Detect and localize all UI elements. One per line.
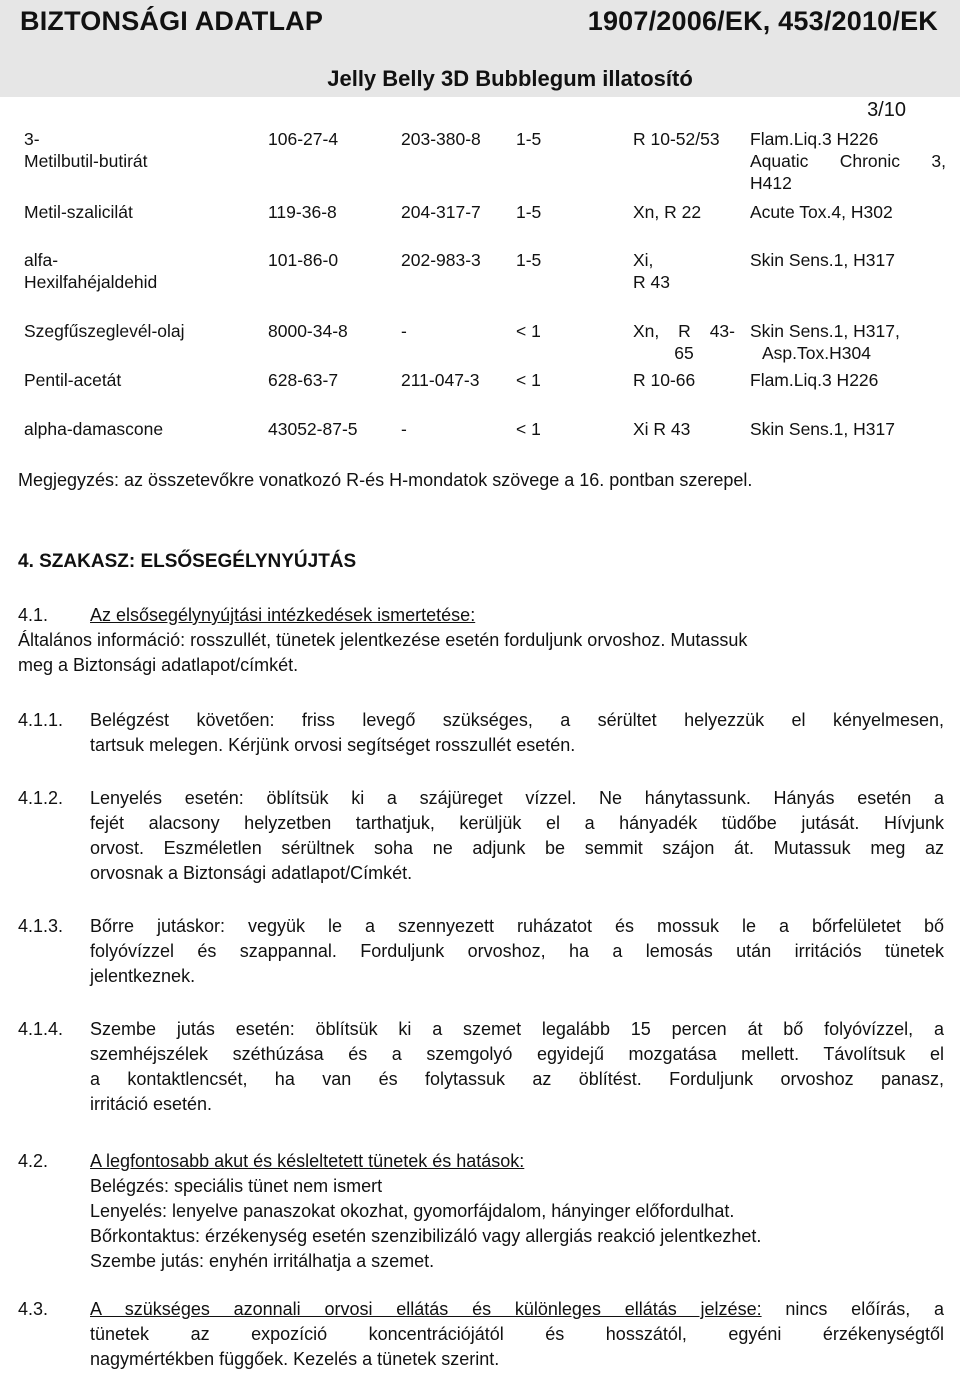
- general-info: Általános információ: rosszullét, tünetek jelentkezése esetén forduljunk orvoshoz. Mutassuk meg a Biztonsági adatlapot/címkét.: [18, 630, 748, 675]
- document-header: [0, 0, 960, 97]
- concentration: 1-5: [516, 202, 542, 222]
- first-aid-inhalation: Belégzést követően: friss levegő szükséges, a sérültet helyezzük el kényelmesen, tartsuk melegen. Kérjünk orvosi segítséget rosszullét esetén.: [90, 710, 944, 755]
- cas-number: 119-36-8: [268, 202, 337, 222]
- first-aid-ingestion: Lenyelés esetén: öblítsük ki a szájüreget vízzel. Ne hánytassunk. Hányás esetén a fejét alacsony helyzetben tarthatjuk, kerüljük el a hányadék tüdőbe jutását. Hívjunk orvost. Eszméletlen sérültnek soha ne adjunk be semmit szájon át. Mutassuk meg az orvosnak a Biztonsági adatlapot/Címkét.: [90, 788, 944, 883]
- regulation-reference: 1907/2006/EK, 453/2010/EK: [587, 6, 938, 36]
- r-phrase: R 10-66: [633, 370, 696, 390]
- cas-number: 43052-87-5: [268, 419, 358, 439]
- r-phrase: Xi, R 43: [633, 250, 670, 292]
- item-number: 4.1.2.: [18, 788, 64, 808]
- item-number: 4.1.3.: [18, 916, 64, 936]
- first-aid-eye: Szembe jutás esetén: öblítsük ki a szemet legalább 15 percen át bő folyóvízzel, a szemhéjszélek széthúzása és a szemgolyó egyidejű mozgatása mellett. Távolítsuk el a kontaktlencsét, ha van és folytassuk az öblítést. Forduljunk orvoshoz panasz, irritáció esetén.: [90, 1019, 944, 1114]
- clp-classification: Skin Sens.1, H317: [750, 419, 895, 439]
- ec-number: 203-380-8: [401, 129, 481, 149]
- item-number: 4.1.4.: [18, 1019, 64, 1039]
- cas-number: 101-86-0: [268, 250, 339, 270]
- document-title: BIZTONSÁGI ADATLAP: [20, 6, 324, 36]
- table-note: Megjegyzés: az összetevőkre vonatkozó R-és H-mondatok szövege a 16. pontban szerepel.: [18, 470, 753, 490]
- ec-number: 211-047-3: [401, 370, 480, 390]
- r-phrase: Xn, R 22: [633, 202, 702, 222]
- section-title: 4. SZAKASZ: ELSŐSEGÉLYNYÚJTÁS: [18, 551, 357, 572]
- medical-attention-section: A szükséges azonnali orvosi ellátás és különleges ellátás jelzése: nincs előírás, a tünetek az expozíció koncentrációjától és hosszától, egyéni érzékenységtől nagymértékben függőek. Kezelés a tünetek szerint.: [90, 1299, 945, 1369]
- subsection-title: Az elsősegélynyújtási intézkedések ismertetése:: [90, 605, 476, 625]
- ec-number: 204-317-7: [401, 202, 481, 222]
- subsection-number: 4.1.: [18, 605, 49, 625]
- cas-number: 106-27-4: [268, 129, 339, 149]
- cas-number: 628-63-7: [268, 370, 339, 390]
- item-number: 4.1.1.: [18, 710, 64, 730]
- component-name: alfa- Hexilfahéjaldehid: [24, 250, 158, 292]
- concentration: 1-5: [516, 250, 542, 270]
- product-name: Jelly Belly 3D Bubblegum illatosító: [327, 66, 693, 91]
- subsection-number: 4.3.: [18, 1299, 49, 1319]
- component-name: 3- Metilbutil-butirát: [24, 129, 148, 171]
- component-name: Szegfűszeglevél-olaj: [24, 321, 185, 341]
- cas-number: 8000-34-8: [268, 321, 348, 341]
- subsection-number: 4.2.: [18, 1151, 49, 1171]
- component-name: Pentil-acetát: [24, 370, 122, 390]
- ec-number: -: [401, 419, 407, 439]
- concentration: 1-5: [516, 129, 542, 149]
- component-name: alpha-damascone: [24, 419, 164, 439]
- r-phrase: Xi R 43: [633, 419, 691, 439]
- concentration: < 1: [516, 370, 541, 390]
- r-phrase: Xn, R 43- 65: [633, 321, 735, 363]
- clp-classification: Flam.Liq.3 H226: [750, 370, 879, 390]
- clp-classification: Acute Tox.4, H302: [750, 202, 893, 222]
- first-aid-skin: Bőrre jutáskor: vegyük le a szennyezett ruházatot és mossuk le a bőrfelületet bő folyóvízzel és szappannal. Forduljunk orvoshoz, ha a lemosás után irritációs tünetek jelentkeznek.: [90, 916, 944, 986]
- concentration: < 1: [516, 321, 541, 341]
- ec-number: -: [401, 321, 407, 341]
- concentration: < 1: [516, 419, 541, 439]
- clp-classification: Skin Sens.1, H317, Asp.Tox.H304: [750, 321, 900, 363]
- symptoms-section: A legfontosabb akut és késleltetett tünetek és hatások: Belégzés: speciális tünet nem ismert Lenyelés: lenyelve panaszokat okozhat, gyomorfájdalom, hányinger előfordulhat. Bőrkontaktus: érzékenység esetén szenzibilizáló vagy allergiás reakció jelentkezhet. Szembe jutás: enyhén irritálhatja a szemet.: [90, 1151, 762, 1271]
- clp-classification: Skin Sens.1, H317: [750, 250, 895, 270]
- ec-number: 202-983-3: [401, 250, 481, 270]
- page-number: 3/10: [867, 99, 906, 121]
- component-name: Metil-szalicilát: [24, 202, 133, 222]
- clp-classification: Flam.Liq.3 H226 Aquatic Chronic 3, H412: [750, 129, 946, 193]
- r-phrase: R 10-52/53: [633, 129, 720, 149]
